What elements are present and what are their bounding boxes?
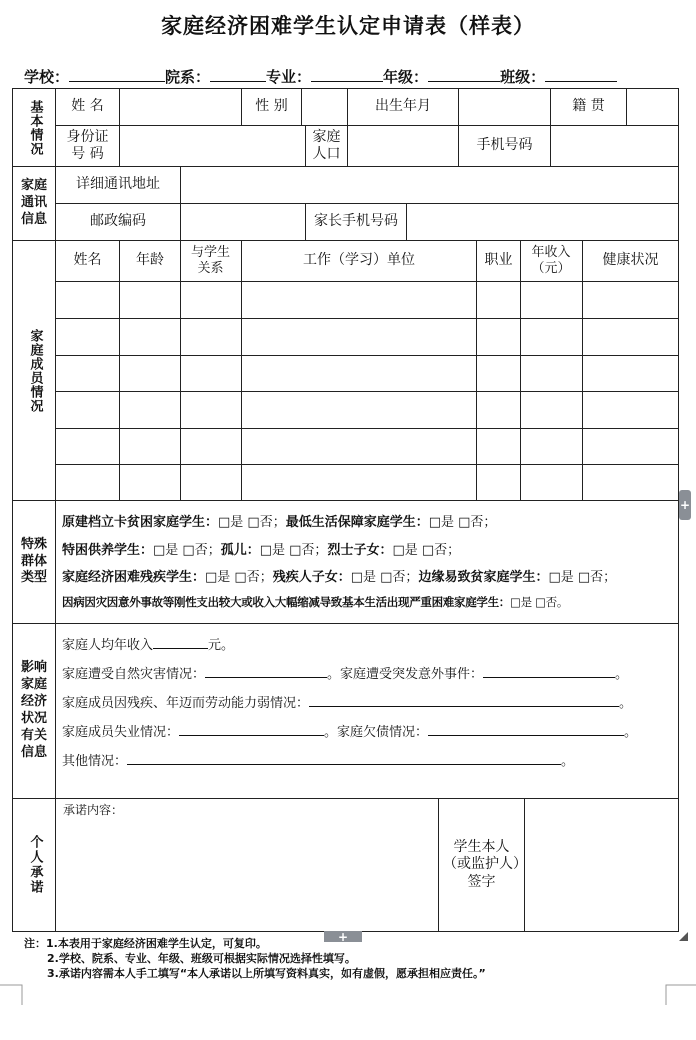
name-field[interactable] [120,89,241,125]
hardship-label: 因病因灾因意外事故等刚性支出较大或收入大幅缩减导致基本生活出现严重困难家庭学生： [62,595,510,609]
disabled-student-options[interactable]: □是 □否； [205,570,273,585]
school-label: 学校： [24,68,70,86]
promise-section-label [13,799,55,931]
members-header-income: 年收入（元） [531,244,571,276]
basic-section-label [13,89,55,166]
address-field[interactable] [181,167,678,203]
poverty-archive-options[interactable]: □是 □否； [218,515,286,530]
special-support-options[interactable]: □是 □否； [153,543,221,558]
econ-line-2 [62,663,628,682]
disaster-label: 家庭遭受自然灾害情况： [62,667,206,682]
min-living-options[interactable]: □是 □否； [428,515,497,530]
members-header-work: 工作（学习）单位 [303,252,415,269]
econ-end-3: 。 [624,725,638,740]
hardship-options[interactable]: □是 □否。 [510,595,569,609]
min-living-label: 最低生活保障家庭学生： [285,515,429,530]
members-header-name: 姓名 [73,252,102,269]
phone-label: 手机号码 [476,137,533,154]
note-1: 注：1.本表用于家庭经济困难学生认定，可复印。 [24,937,267,950]
members-section-label [13,241,55,500]
disaster-field[interactable] [205,665,327,678]
birth-label: 出生年月 [375,98,431,115]
accident-label: 。家庭遭受突发意外事件： [327,667,484,682]
poverty-archive-label: 原建档立卡贫困家庭学生： [62,515,219,530]
origin-label: 籍 贯 [572,98,605,115]
members-section-text: 家庭成员情况 [27,328,43,413]
note-2: 2.学校、院系、专业、年级、班级可根据实际情况选择性填写。 [47,952,356,965]
member-row-2[interactable] [56,319,678,355]
unemploy-field[interactable] [179,723,324,736]
note-3: 3.承诺内容需本人手工填写“本人承诺以上所填写资料真实，如有虚假，愿承担相应责任。” [47,967,486,980]
illness-label: 家庭成员因残疾、年迈而劳动能力弱情况： [62,696,310,711]
special-section-text: 特殊群体类型 [20,536,47,586]
add-row-handle[interactable]: + [324,931,362,942]
debt-field[interactable] [428,723,624,736]
origin-field[interactable] [627,89,678,125]
econ-line-4 [62,721,637,740]
major-label: 专业： [266,68,312,86]
members-header-job: 职业 [484,252,513,269]
special-line-2 [62,539,460,558]
econ-end-1: 。 [615,667,629,682]
contact-section-label [13,167,55,240]
promise-content-field[interactable] [56,818,438,931]
unemploy-label: 家庭成员失业情况： [62,725,180,740]
special-line-1 [62,511,496,530]
member-row-1[interactable] [56,282,678,318]
family-pop-field[interactable] [348,126,458,166]
econ-line-3 [62,692,632,711]
member-row-6[interactable] [56,465,678,500]
promise-content-label: 承诺内容： [63,803,124,817]
econ-line-1 [62,634,234,653]
members-header-age: 年龄 [136,252,164,269]
special-line-3 [62,566,616,585]
member-row-5[interactable] [56,429,678,464]
gender-label: 性 别 [255,98,288,115]
id-field[interactable] [120,126,305,166]
illness-field[interactable] [309,694,619,707]
other-field[interactable] [127,752,561,765]
college-label: 院系： [165,68,211,86]
birth-field[interactable] [459,89,550,125]
phone-field[interactable] [551,126,678,166]
orphan-options[interactable]: □是 □否； [259,543,328,558]
add-column-handle[interactable]: + [679,490,691,520]
table-resize-icon[interactable] [679,932,688,941]
members-header-health: 健康状况 [602,252,659,269]
name-label: 姓 名 [71,98,104,115]
class-label: 班级： [500,68,546,86]
member-row-4[interactable] [56,392,678,428]
econ-end-2: 。 [619,696,633,711]
martyr-label: 烈士子女： [327,543,393,558]
address-label: 详细通讯地址 [76,176,160,193]
debt-label: 。家庭欠债情况： [324,725,429,740]
disabled-student-label: 家庭经济困难残疾学生： [62,570,206,585]
economic-section-text: 影响家庭经济状况有关信息 [20,660,47,760]
accident-field[interactable] [483,665,615,678]
edge-poverty-label: 边缘易致贫家庭学生： [418,570,549,585]
special-support-label: 特困供养学生： [62,543,154,558]
orphan-label: 孤儿： [220,543,260,558]
income-label: 家庭人均年收入 [62,638,154,653]
gender-field[interactable] [302,89,347,125]
special-section-label [13,501,55,623]
econ-end-4: 。 [561,754,575,769]
promise-section-text: 个人承诺 [27,835,43,895]
page-title: 家庭经济困难学生认定申请表（样表） [161,14,535,38]
id-label: 身份证号 码 [66,128,109,162]
member-row-3[interactable] [56,356,678,391]
postcode-label: 邮政编码 [90,213,146,230]
parent-phone-field[interactable] [407,204,678,240]
postcode-field[interactable] [181,204,305,240]
disabled-parent-options[interactable]: □是 □否； [350,570,419,585]
signature-label: 学生本人（或监护人）签字 [443,838,520,890]
economic-section-label [13,624,55,798]
martyr-options[interactable]: □是 □否； [392,543,461,558]
grade-label: 年级： [383,68,429,86]
income-unit: 元。 [208,638,235,653]
special-line-4 [62,594,568,610]
basic-section-text: 基本情况 [27,99,43,156]
members-header-relation: 与学生关系 [190,244,230,276]
other-label: 其他情况： [62,754,128,769]
income-field[interactable] [153,636,208,649]
family-pop-label: 家庭人口 [312,128,341,162]
econ-line-5 [62,750,574,769]
parent-phone-label: 家长手机号码 [314,213,398,230]
edge-poverty-options[interactable]: □是 □否； [548,570,617,585]
contact-section-text: 家庭通讯信息 [20,178,47,227]
disabled-parent-label: 残疾人子女： [272,570,351,585]
signature-field[interactable] [525,799,678,931]
